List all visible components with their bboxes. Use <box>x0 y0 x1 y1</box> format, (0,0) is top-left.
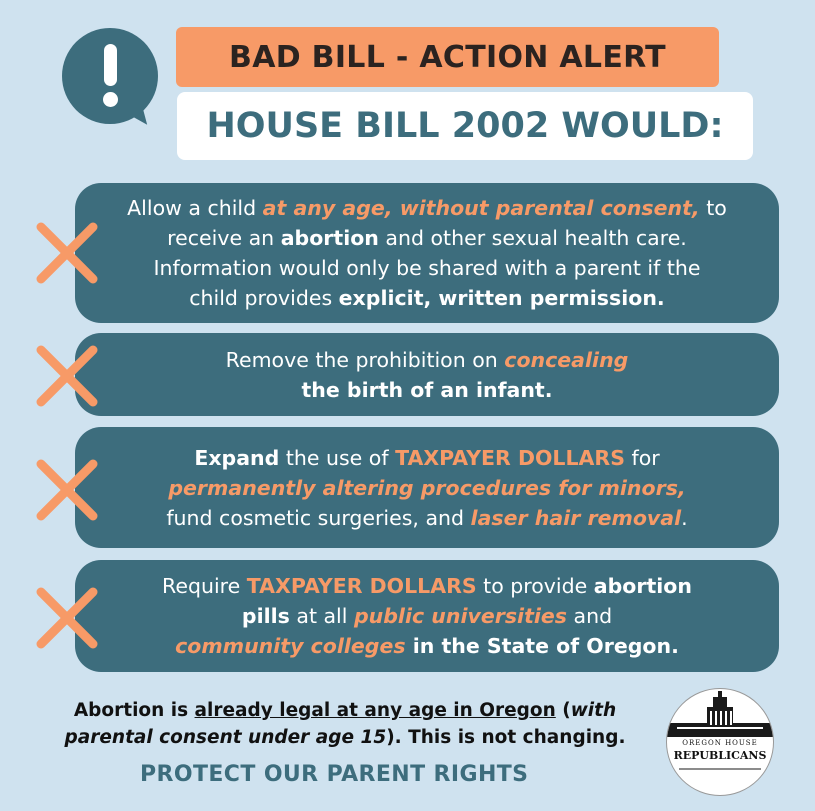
provision-segment: the use of <box>279 445 396 470</box>
provision-card-1 <box>75 183 779 323</box>
provision-segment: at any age, without parental consent, <box>262 196 700 220</box>
provision-segment: and other sexual health care. <box>378 226 687 250</box>
note-underlined: already legal at any age in Oregon <box>194 700 556 721</box>
provision-segment: receive an <box>167 226 281 250</box>
provision-segment: pills <box>241 604 290 628</box>
provision-line <box>95 473 759 503</box>
provision-segment: Remove the prohibition on <box>225 347 505 372</box>
provision-segment: Expand <box>194 445 280 470</box>
provision-line <box>95 223 759 253</box>
provision-segment: Allow a child <box>127 196 263 220</box>
provision-segment: concealing <box>504 347 629 372</box>
provision-segment: to provide <box>476 574 594 598</box>
cta-text: PROTECT OUR PARENT RIGHTS <box>140 762 529 787</box>
provision-line <box>95 193 759 223</box>
provision-segment: for <box>624 445 660 470</box>
exclamation-dot <box>103 92 118 107</box>
provision-segment: TAXPAYER DOLLARS <box>395 445 625 470</box>
provision-card-4 <box>75 560 779 672</box>
x-mark-icon <box>35 344 99 408</box>
provision-segment: laser hair removal <box>470 505 682 530</box>
provision-text-3 <box>95 443 759 533</box>
provision-segment: permanently altering procedures for minors, <box>168 475 686 500</box>
provision-segment: fund cosmetic surgeries, and <box>166 505 471 530</box>
provision-segment: abortion <box>593 574 692 598</box>
provision-segment: Information would only be shared with a parent if the <box>153 256 701 280</box>
provision-text-1 <box>95 193 759 313</box>
provision-line <box>95 443 759 473</box>
provision-segment: public universities <box>353 604 568 628</box>
logo-bottom-text: REPUBLICANS <box>673 749 767 762</box>
note-part-3: ). This is not changing. <box>386 727 626 748</box>
provision-segment: explicit, written permission. <box>338 286 665 310</box>
legal-note <box>40 697 650 751</box>
provision-segment: community colleges <box>175 634 406 658</box>
provision-segment: TAXPAYER DOLLARS <box>246 574 477 598</box>
provision-segment: Require <box>162 574 247 598</box>
provision-line <box>95 283 759 313</box>
provision-line <box>95 631 759 661</box>
provision-segment: . <box>681 505 688 530</box>
bill-title: HOUSE BILL 2002 WOULD: <box>206 106 724 146</box>
note-italic: with parental consent under age 15 <box>64 700 617 748</box>
bill-title-banner <box>177 92 753 160</box>
provision-card-3 <box>75 427 779 548</box>
provision-card-2 <box>75 333 779 416</box>
action-alert-banner <box>176 27 719 87</box>
exclamation-bar <box>104 44 117 86</box>
provision-text-4 <box>95 571 759 661</box>
note-part-2: ( <box>555 700 571 721</box>
provision-line <box>95 375 759 405</box>
provision-line <box>95 571 759 601</box>
provision-line <box>95 503 759 533</box>
provision-segment: at all <box>289 604 354 628</box>
provision-text-2 <box>95 345 759 405</box>
provision-segment: to <box>699 196 727 220</box>
logo-top-text: OREGON HOUSE <box>682 739 758 747</box>
oregon-house-republicans-logo <box>666 688 774 796</box>
provision-line <box>95 253 759 283</box>
x-mark-icon <box>35 586 99 650</box>
x-mark-icon <box>35 221 99 285</box>
provision-line <box>95 601 759 631</box>
provision-segment: and <box>567 604 613 628</box>
x-mark-icon <box>35 458 99 522</box>
provision-segment: abortion <box>280 226 379 250</box>
provision-line <box>95 345 759 375</box>
provision-segment: child provides <box>189 286 339 310</box>
note-part-1: Abortion is <box>73 700 195 721</box>
provision-segment: in the State of Oregon. <box>405 634 679 658</box>
provision-segment: the birth of an infant. <box>301 377 553 402</box>
action-alert-label: BAD BILL - ACTION ALERT <box>229 39 666 75</box>
